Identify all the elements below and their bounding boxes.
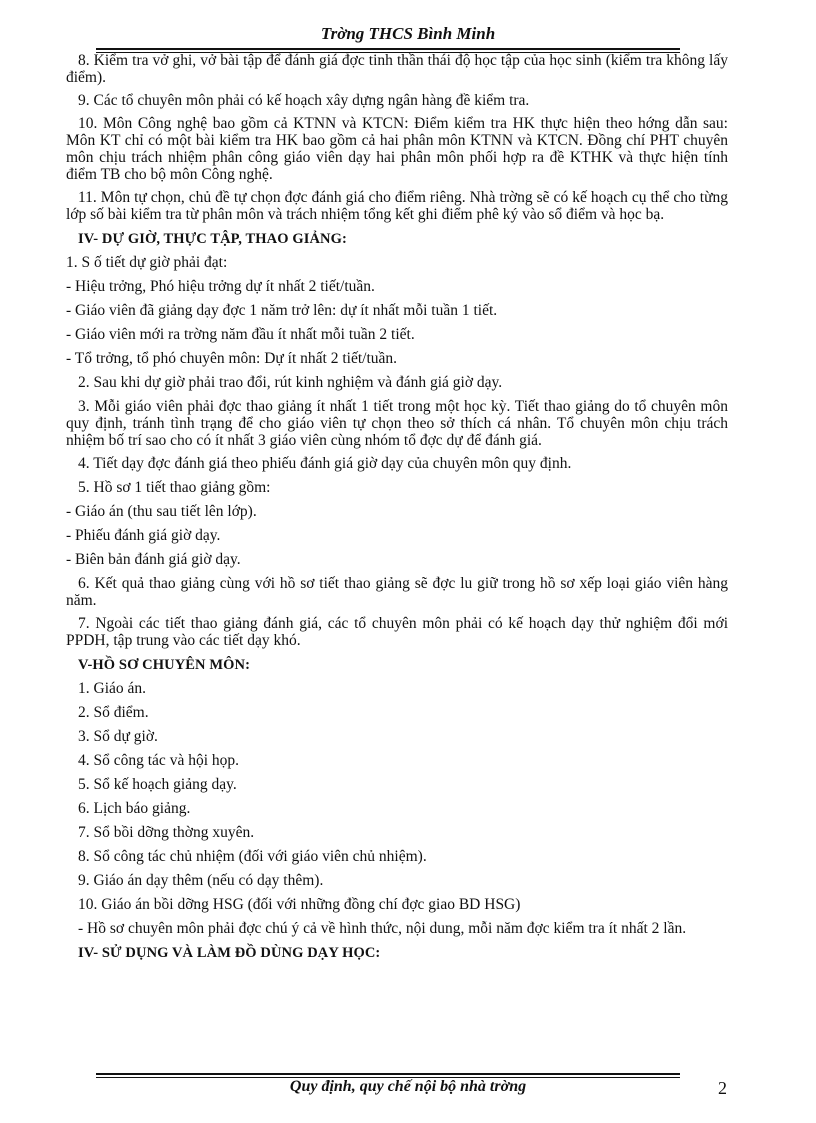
records-item: 5. Sổ kế hoạch giảng dạy. [78,776,237,793]
observation-item-3: 3. Mỗi giáo viên phải đợc thao giảng ít nhất 1 tiết trong một học kỳ. Tiết thao giảng do tổ chuyên môn quy định, tránh tình trạng để cho giáo viên tự chọn theo sở thích cá nhân. Tổ chuyên môn chịu trách nhiệm bố trí sao cho có ít nhất 3 giáo viên cùng nhóm tổ đợc dự để đánh giá. [66,398,728,449]
paragraph-10: 10. Môn Công nghệ bao gồm cả KTNN và KTCN: Điểm kiểm tra HK thực hiện theo hớng dẫn sau: Môn KT chỉ có một bài kiểm tra HK bao gồm cả hai phân môn KTNN và KTCN. Đồng chí PHT chuyên môn chịu trách nhiệm phân công giáo viên dạy hai phân môn phối hợp ra đề KTHK và thực hiện tính điểm TB cho bộ môn Công nghệ. [66,115,728,183]
section-heading-observation: IV- DỰ GIỜ, THỰC TẬP, THAO GIẢNG: [78,231,347,247]
records-item: 7. Sổ bồi dỡng thờng xuyên. [78,824,255,841]
observation-item-5b: - Phiếu đánh giá giờ dạy. [66,527,221,544]
records-item: 1. Giáo án. [78,680,147,697]
observation-item-6: 6. Kết quả thao giảng cùng với hồ sơ tiết thao giảng sẽ đợc lu giữ trong hồ sơ xếp loại giáo viên hàng năm. [66,575,728,609]
records-item: 9. Giáo án dạy thêm (nếu có dạy thêm). [78,872,324,889]
page-number: 2 [718,1078,727,1098]
records-item: 6. Lịch báo giảng. [78,800,191,817]
observation-item-5: 5. Hồ sơ 1 tiết thao giảng gồm: [78,479,271,496]
page-footer-title: Quy định, quy chế nội bộ nhà trờng [289,1078,527,1095]
observation-item-1c: - Giáo viên mới ra trờng năm đầu ít nhất mỗi tuần 2 tiết. [66,326,415,343]
observation-item-4: 4. Tiết dạy đợc đánh giá theo phiếu đánh giá giờ dạy của chuyên môn quy định. [78,455,572,472]
records-item: 4. Sổ công tác và hội họp. [78,752,240,769]
section-heading-teaching-aids: IV- SỬ DỤNG VÀ LÀM ĐỒ DÙNG DẠY HỌC: [78,945,381,961]
observation-item-1b: - Giáo viên đã giảng dạy đợc 1 năm trở lên: dự ít nhất mỗi tuần 1 tiết. [66,302,498,319]
paragraph-8: 8. Kiểm tra vở ghi, vở bài tập để đánh giá đợc tinh thần thái độ học tập của học sinh (kiểm tra không lấy điểm). [66,52,728,86]
observation-item-1: 1. S ố tiết dự giờ phải đạt: [66,254,228,271]
observation-item-5c: - Biên bản đánh giá giờ dạy. [66,551,241,568]
records-note: - Hồ sơ chuyên môn phải đợc chú ý cả về hình thức, nội dung, mỗi năm đợc kiểm tra ít nhất 2 lần. [78,920,687,937]
records-item: 3. Sổ dự giờ. [78,728,158,745]
observation-item-7: 7. Ngoài các tiết thao giảng đánh giá, các tổ chuyên môn phải có kế hoạch dạy thử nghiệm đổi mới PPDH, tập trung vào các tiết dạy khó. [66,615,728,649]
document-body [66,52,728,968]
section-heading-records: V-HỒ SƠ CHUYÊN MÔN: [78,657,250,673]
records-item: 8. Sổ công tác chủ nhiệm (đối với giáo viên chủ nhiệm). [78,848,427,865]
observation-item-5a: - Giáo án (thu sau tiết lên lớp). [66,503,257,520]
paragraph-11: 11. Môn tự chọn, chủ đề tự chọn đợc đánh giá cho điểm riêng. Nhà trờng sẽ có kế hoạch cụ thể cho từng lớp số bài kiểm tra từ phân môn và trách nhiệm tổng kết ghi điểm phê ký vào sổ điểm và học bạ. [66,189,728,223]
paragraph-9: 9. Các tổ chuyên môn phải có kế hoạch xây dựng ngân hàng đề kiểm tra. [78,92,530,109]
page-header-title: Trờng THCS Bình Minh [320,24,496,43]
observation-item-2: 2. Sau khi dự giờ phải trao đổi, rút kinh nghiệm và đánh giá giờ dạy. [78,374,503,391]
observation-item-1d: - Tổ trởng, tổ phó chuyên môn: Dự ít nhất 2 tiết/tuần. [66,350,398,367]
observation-item-1a: - Hiệu trởng, Phó hiệu trởng dự ít nhất 2 tiết/tuần. [66,278,375,295]
records-item: 10. Giáo án bồi dỡng HSG (đối với những đồng chí đợc giao BD HSG) [78,896,521,913]
records-item: 2. Sổ điểm. [78,704,149,721]
